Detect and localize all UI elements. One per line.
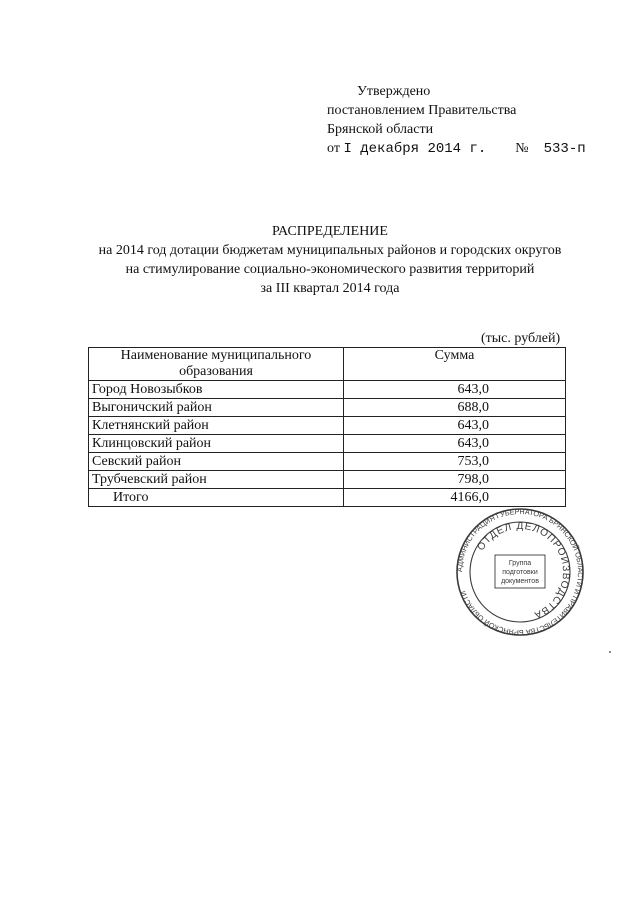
stamp-outer-text-path: АДМИНИСТРАЦИЯ ГУБЕРНАТОРА БРЯНСКОЙ ОБЛАСТИ И ПРАВИТЕЛЬСТВА БРЯНСКОЙ ОБЛАСТИ	[455, 507, 585, 637]
title-heading: РАСПРЕДЕЛЕНИЕ	[272, 224, 388, 239]
units-label: (тыс. рублей)	[481, 331, 561, 346]
row-name: Выгоничский район	[89, 399, 344, 417]
table-row	[89, 471, 566, 489]
stamp-center-line-1: Группа	[508, 560, 532, 567]
title-line-2: на стимулирование социально-экономического развития территорий	[125, 262, 535, 277]
approval-number: 533-п	[543, 141, 586, 157]
table-row	[89, 381, 566, 399]
header-municipality: Наименование муниципального образования	[89, 348, 344, 381]
table-row	[89, 417, 566, 435]
stamp-center-line-3: документов	[501, 578, 539, 585]
row-amount: 798,0	[344, 471, 566, 489]
document-title	[60, 222, 600, 298]
table-row	[89, 435, 566, 453]
scan-dot	[609, 651, 611, 653]
office-stamp	[455, 507, 585, 637]
row-amount: 753,0	[344, 453, 566, 471]
row-amount: 688,0	[344, 399, 566, 417]
approval-line-approved: Утверждено	[357, 84, 431, 99]
row-name: Город Новозыбков	[89, 381, 344, 399]
approval-prefix: от	[327, 141, 340, 156]
table-row	[89, 453, 566, 471]
distribution-table	[88, 347, 566, 507]
table-total-row	[89, 489, 566, 507]
row-name: Клинцовский район	[89, 435, 344, 453]
approval-number-sign: №	[515, 141, 529, 156]
approval-date: I декабря 2014 г.	[343, 141, 487, 157]
row-amount: 643,0	[344, 381, 566, 399]
header-amount: Сумма	[344, 348, 566, 381]
approval-block	[327, 82, 586, 159]
total-amount: 4166,0	[344, 489, 566, 507]
row-name: Севский район	[89, 453, 344, 471]
stamp-inner-text-path: ОТДЕЛ ДЕЛОПРОИЗВОДСТВА	[475, 520, 572, 621]
approval-line-resolution: постановлением Правительства	[327, 103, 517, 118]
table-header-row	[89, 348, 566, 381]
approval-line-region: Брянской области	[327, 122, 434, 137]
approval-line-date-number	[327, 139, 586, 159]
row-name: Клетнянский район	[89, 417, 344, 435]
table-row	[89, 399, 566, 417]
row-amount: 643,0	[344, 417, 566, 435]
title-line-3: за III квартал 2014 года	[260, 281, 400, 296]
total-label: Итого	[89, 489, 344, 507]
stamp-center-line-2: подготовки	[502, 569, 538, 576]
row-amount: 643,0	[344, 435, 566, 453]
row-name: Трубчевский район	[89, 471, 344, 489]
title-line-1: на 2014 год дотации бюджетам муниципальных районов и городских округов	[98, 243, 562, 258]
